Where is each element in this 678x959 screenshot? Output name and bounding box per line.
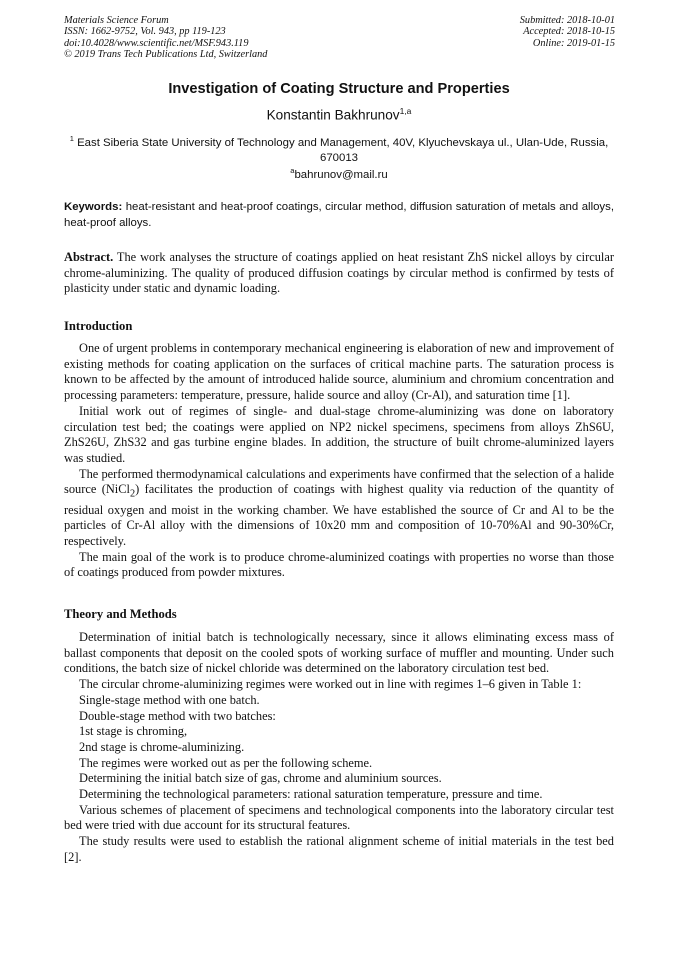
dates-header — [520, 15, 615, 49]
paragraph: The circular chrome-aluminizing regimes were worked out in line with regimes 1–6 given in Table 1: — [79, 677, 582, 692]
doi: doi:10.4028/www.scientific.net/MSF.943.119 — [64, 37, 249, 49]
paragraph: Determining the initial batch size of gas, chrome and aluminium sources. — [79, 771, 442, 786]
submitted-date: Submitted: 2018-10-01 — [519, 15, 615, 26]
email-mark: a — [290, 166, 295, 175]
paragraph: Determination of initial batch is technologically necessary, since it allows eliminating excess mass of ballast components that deposit on the cooled spots of working surface of muffler and mounting. Under such conditions, the batch size of nickel chloride was determined on the laboratory circulation test bed. — [64, 630, 614, 676]
paragraph: The regimes were worked out as per the following scheme. — [79, 755, 373, 770]
online-date: Online: 2019-01-15 — [532, 37, 615, 49]
affiliation — [64, 131, 614, 167]
author-marks: 1,a — [399, 106, 412, 116]
paragraph — [64, 467, 614, 550]
email-address: bahrunov@mail.ru — [294, 168, 388, 181]
paragraph: Various schemes of placement of specimens and technological components into the laboratory circular test bed were tried with due account for its structural features. — [64, 802, 614, 833]
journal-name: Materials Science Forum — [64, 15, 169, 26]
paragraph: Determining the technological parameters: rational saturation temperature, pressure and time. — [79, 787, 543, 802]
paragraph: The main goal of the work is to produce chrome-aluminized coatings with properties no worse than those of coatings produced from powder mixtures. — [64, 549, 614, 580]
paragraph: Double-stage method with two batches: — [79, 708, 276, 723]
issn: ISSN: 1662-9752, Vol. 943, pp 119-123 — [64, 26, 226, 38]
subscript: 2 — [129, 488, 136, 500]
abstract-text: The work analyses the structure of coatings applied on heat resistant ZhS nickel alloys by circular chrome-aluminizing. The quality of produced diffusion coatings by circular method is confirmed by tests of plasticity under static and dynamic loading. — [64, 250, 615, 296]
affiliation-text: East Siberia State University of Technology and Management, 40V, Klyuchevskaya ul., Ulan-Ude, Russia, 670013 — [77, 136, 609, 165]
journal-header — [64, 15, 267, 61]
paragraph: 1st stage is chroming, — [79, 724, 188, 739]
paper-title: Investigation of Coating Structure and Properties — [168, 81, 510, 97]
abstract — [64, 250, 614, 297]
paragraph-text: ) facilitates the production of coatings with highest quality via reduction of the quantity of residual oxygen and moist in the working chamber. We have established the source of Cr and Al to be the particles of Cr-Al alloy with the dimensions of 10x20 mm and composition of 10-70%Al and 90-30%Cr, respectively. — [64, 482, 614, 548]
copyright: © 2019 Trans Tech Publications Ltd, Switzerland — [64, 49, 268, 61]
keywords — [64, 200, 614, 231]
keywords-label: Keywords: — [64, 201, 123, 213]
paragraph: One of urgent problems in contemporary mechanical engineering is elaboration of new and improvement of existing methods for coating application on the surfaces of critical machine parts. The saturation process is known to be affected by the amount of introduced halide source, aluminium and chromium concentration and processing parameters: temperature, pressure, halide source and alloy (Cr-Al), and saturation time [1]. — [64, 341, 614, 403]
author-name: Konstantin Bakhrunov — [266, 107, 400, 123]
keywords-text: heat-resistant and heat-proof coatings, circular method, diffusion saturation of metals and alloys, heat-proof alloys. — [64, 201, 614, 229]
accepted-date: Accepted: 2018-10-15 — [523, 26, 615, 38]
paragraph: Initial work out of regimes of single- and dual-stage chrome-aluminizing was done on laboratory circulation test bed; the coatings were applied on NP2 nickel specimens, specimens from alloys ZhS6U, ZhS26U, ZhS32 and gas turbine engine blades. In addition, the structure of built chrome-aluminized layers was studied. — [64, 403, 614, 465]
affiliation-mark: 1 — [69, 134, 74, 143]
introduction-heading: Introduction — [64, 319, 133, 333]
abstract-label: Abstract. — [64, 250, 114, 264]
paragraph: Single-stage method with one batch. — [79, 692, 260, 707]
introduction-body — [64, 341, 614, 581]
paragraph: The study results were used to establish the rational alignment scheme of initial materials in the test bed [2]. — [64, 834, 614, 864]
theory-body — [64, 630, 614, 866]
email-line — [0, 166, 678, 181]
author-line — [0, 106, 678, 123]
paragraph: 2nd stage is chrome-aluminizing. — [79, 739, 245, 754]
paragraph-text: The performed thermodynamical calculations and experiments have confirmed that the selection of a halide source (NiCl — [64, 466, 614, 497]
theory-heading: Theory and Methods — [64, 607, 177, 621]
